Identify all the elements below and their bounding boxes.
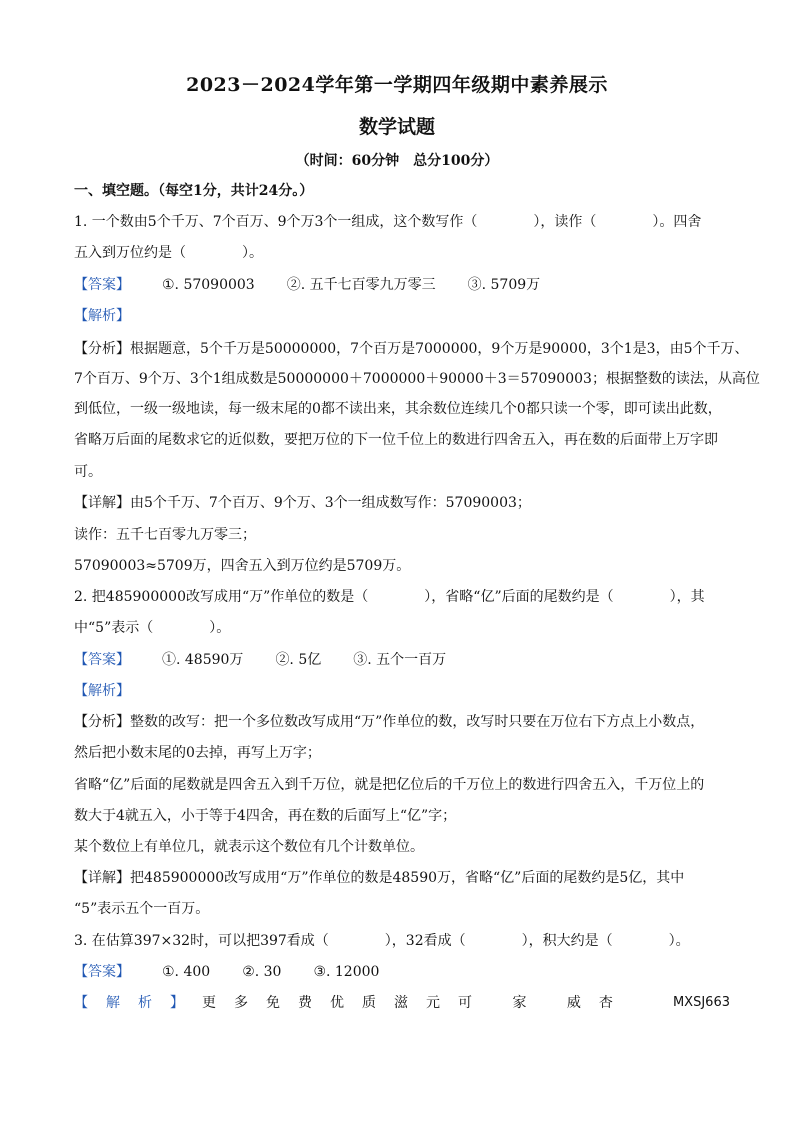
answer-tag: 【答案】 bbox=[74, 652, 130, 668]
footer-jiexi-tag: 【解析】 bbox=[74, 995, 202, 1011]
q2-xiangjie-line: “5”表示五个一百万。 bbox=[74, 901, 210, 917]
q1-fenxi-line: 到低位，一级一级地读，每一级末尾的0都不读出来，其余数位连续几个0都只读一个零，即可读出此数， bbox=[74, 401, 722, 417]
q1-fenxi-line: 【分析】根据题意，5个千万是50000000，7个百万是7000000，9个万是90000，3个1是3，由5个千万、 bbox=[74, 341, 749, 357]
q1-line-2: 五入到万位约是（ ）。 bbox=[74, 245, 263, 261]
q1-xiangjie-line: 读作：五千七百零九万零三； bbox=[74, 527, 256, 543]
answer-item: ②. 五千七百零九万零三 bbox=[286, 277, 436, 293]
q2-jiexi-tag: 【解析】 bbox=[74, 683, 130, 699]
q1-xiangjie-line: 57090003≈5709万，四舍五入到万位约是5709万。 bbox=[74, 558, 411, 574]
answer-item: ③. 五个一百万 bbox=[353, 652, 447, 668]
q3-answer bbox=[74, 962, 730, 982]
q2-fenxi-line: 省略“亿”后面的尾数就是四舍五入到千万位，就是把亿位后的千万位上的数进行四舍五入，千万位上的 bbox=[74, 777, 705, 793]
fenxi-tag: 【分析】 bbox=[74, 341, 130, 357]
footer-line bbox=[74, 993, 730, 1013]
answer-tag: 【答案】 bbox=[74, 277, 130, 293]
footer-text: 更多免费优质滋元可 家 威杏 bbox=[202, 995, 631, 1011]
answer-item: ③. 5709万 bbox=[467, 277, 541, 293]
exam-title: 2023－2024学年第一学期四年级期中素养展示 bbox=[186, 74, 608, 96]
xiangjie-tag: 【详解】 bbox=[74, 870, 130, 886]
q2-line-2: 中“5”表示（ ）。 bbox=[74, 620, 231, 636]
q2-fenxi-line: 然后把小数末尾的0去掉，再写上万字； bbox=[74, 745, 321, 761]
q1-jiexi-tag: 【解析】 bbox=[74, 308, 130, 324]
xiangjie-tag: 【详解】 bbox=[74, 495, 130, 511]
section-heading: 一、填空题。（每空1分，共计24分。） bbox=[74, 183, 314, 199]
q2-fenxi-line: 某个数位上有单位几，就表示这个数位有几个计数单位。 bbox=[74, 839, 424, 855]
fenxi-tag: 【分析】 bbox=[74, 714, 130, 730]
q2-line-1: 2. 把485900000改写成用“万”作单位的数是（ ），省略“亿”后面的尾数约是（ ），其 bbox=[74, 589, 705, 605]
exam-info: （时间：60分钟 总分100分） bbox=[295, 153, 499, 169]
q1-line-1: 1. 一个数由5个千万、7个百万、9个万3个一组成，这个数写作（ ），读作（ ）。四舍 bbox=[74, 214, 702, 230]
exam-subject: 数学试题 bbox=[358, 116, 435, 138]
q2-fenxi-line: 数大于4就五入，小于等于4四舍，再在数的后面写上“亿”字； bbox=[74, 808, 457, 824]
q1-xiangjie-line: 【详解】由5个千万、7个百万、9个万、3个一组成数写作：57090003； bbox=[74, 495, 531, 511]
q2-xiangjie-line: 【详解】把485900000改写成用“万”作单位的数是48590万，省略“亿”后面的尾数约是5亿，其中 bbox=[74, 870, 685, 886]
q1-fenxi-line: 可。 bbox=[74, 464, 102, 480]
q1-fenxi-line: 省略万后面的尾数求它的近似数，要把万位的下一位千位上的数进行四舍五入，再在数的后面带上万字即 bbox=[74, 432, 718, 448]
q1-fenxi-line: 7个百万、9个万、3个1组成数是50000000＋7000000＋90000＋3＝57090003；根据整数的读法，从高位 bbox=[74, 371, 760, 387]
answer-item: ②. 30 bbox=[242, 964, 282, 980]
answer-item: ①. 48590万 bbox=[162, 652, 244, 668]
answer-item: ③. 12000 bbox=[313, 964, 380, 980]
footer-code: MXSJ663 bbox=[672, 995, 730, 1010]
answer-item: ①. 400 bbox=[162, 964, 211, 980]
answer-item: ①. 57090003 bbox=[162, 277, 255, 293]
answer-item: ②. 5亿 bbox=[275, 652, 322, 668]
q1-answer bbox=[74, 275, 730, 295]
q2-answer bbox=[74, 650, 730, 670]
answer-tag: 【答案】 bbox=[74, 964, 130, 980]
q3-line-1: 3. 在估算397×32时，可以把397看成（ ），32看成（ ），积大约是（ ）。 bbox=[74, 933, 690, 949]
q2-fenxi-line: 【分析】整数的改写：把一个多位数改写成用“万”作单位的数，改写时只要在万位右下方点上小数点， bbox=[74, 714, 705, 730]
